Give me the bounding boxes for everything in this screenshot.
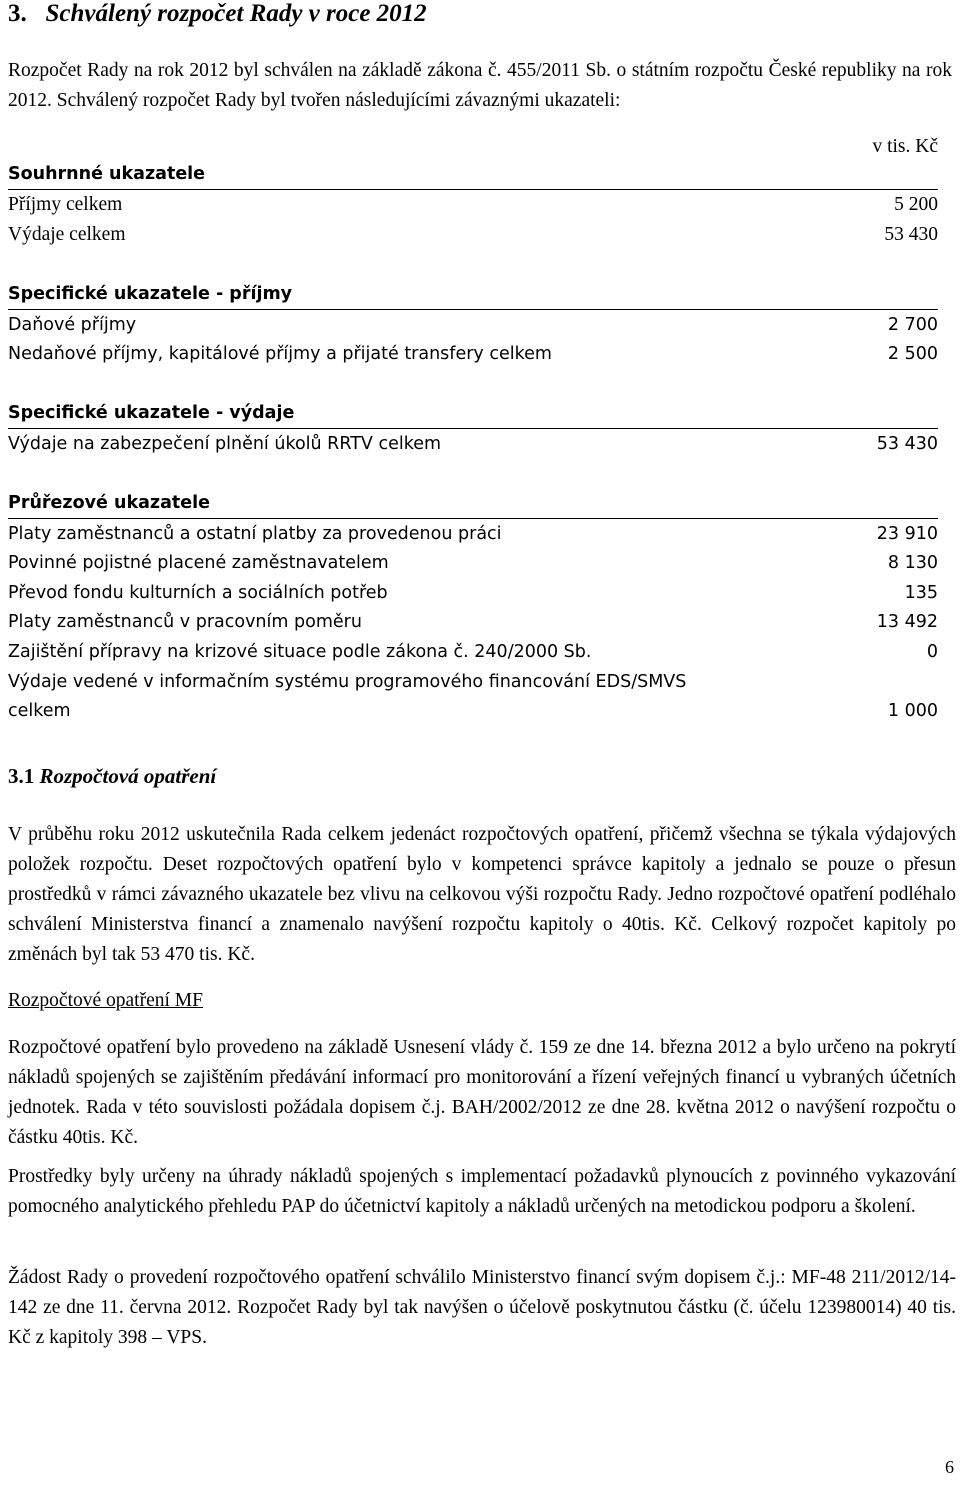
paragraph-2: Rozpočtové opatření bylo provedeno na základě Usnesení vlády č. 159 ze dne 14. března 2012 a bylo určeno na pokrytí nákladů spojených se zajištěním předávání informací pro monitorování a řízení veřejných financí u vybraných účetních jednotek. Rada v této souvislosti požádala dopisem č.j. BAH/2002/2012 ze dne 28. května 2012 o navýšení rozpočtu o částku 40tis. Kč. bbox=[8, 1037, 956, 1148]
subsection-number: 3.1 bbox=[8, 764, 35, 788]
table-row: Výdaje na zabezpečení plnění úkolů RRTV celkem 53 430 bbox=[8, 434, 938, 454]
unit-label: v tis. Kč bbox=[872, 136, 938, 157]
income-section-title: Specifické ukazatele - příjmy bbox=[8, 280, 938, 310]
paragraph-4: Žádost Rady o provedení rozpočtového opatření schválilo Ministerstvo financí svým dopisem č.j.: MF-48 211/2012/14-142 ze dne 11. června 2012. Rozpočet Rady byl tak navýšen o účelově poskytnutou částku (č. účelu 123980014) 40 tis. Kč z kapitoly 398 – VPS. bbox=[8, 1267, 956, 1348]
table-row: Zajištění přípravy na krizové situace podle zákona č. 240/2000 Sb. 0 bbox=[8, 642, 938, 662]
section-title: Schválený rozpočet Rady v roce 2012 bbox=[45, 0, 427, 27]
table-row: Platy zaměstnanců v pracovním poměru 13 492 bbox=[8, 612, 938, 632]
table-row: Výdaje celkem 53 430 bbox=[8, 224, 938, 245]
paragraph-1: V průběhu roku 2012 uskutečnila Rada celkem jedenáct rozpočtových opatření, přičemž všechna se týkala výdajových položek rozpočtu. Deset rozpočtových opatření bylo v kompetenci správce kapitoly a jednalo se pouze o přesun prostředků v rámci závazného ukazatele bez vlivu na celkovou výši rozpočtu Rady. Jedno rozpočtové opatření podléhalo schválení Ministerstva financí a znamenalo navýšení rozpočtu kapitoly o 40tis. Kč. Celkový rozpočet kapitoly po změnách byl tak 53 470 tis. Kč. bbox=[8, 824, 956, 965]
table-row: Platy zaměstnanců a ostatní platby za provedenou práci 23 910 bbox=[8, 524, 938, 544]
table-row: Příjmy celkem 5 200 bbox=[8, 194, 938, 215]
table-row: Daňové příjmy 2 700 bbox=[8, 315, 938, 335]
paragraph-3: Prostředky byly určeny na úhrady nákladů spojených s implementací požadavků plynoucích z povinného vykazování pomocného analytického přehledu PAP do účetnictví kapitoly a nákladů určených na metodickou podporu a školení. bbox=[8, 1166, 956, 1217]
cross-section-title: Průřezové ukazatele bbox=[8, 489, 938, 519]
summary-section-title: Souhrnné ukazatele bbox=[8, 160, 938, 190]
section-heading bbox=[8, 0, 427, 28]
table-row: Nedaňové příjmy, kapitálové příjmy a přijaté transfery celkem 2 500 bbox=[8, 344, 938, 364]
intro-paragraph: Rozpočet Rady na rok 2012 byl schválen na základě zákona č. 455/2011 Sb. o státním rozpočtu České republiky na rok 2012. Schválený rozpočet Rady byl tvořen následujícími závaznými ukazateli: bbox=[8, 60, 952, 111]
page-number: 6 bbox=[945, 1457, 954, 1477]
subsection-title: Rozpočtová opatření bbox=[39, 764, 217, 788]
subsection-heading bbox=[8, 764, 216, 789]
table-row: Výdaje vedené v informačním systému programového financování EDS/SMVS bbox=[8, 672, 687, 692]
section-number: 3. bbox=[8, 0, 27, 27]
expense-section-title: Specifické ukazatele - výdaje bbox=[8, 399, 938, 429]
table-row: Převod fondu kulturních a sociálních potřeb 135 bbox=[8, 583, 938, 603]
table-row: celkem 1 000 bbox=[8, 701, 938, 721]
table-row: Povinné pojistné placené zaměstnavatelem 8 130 bbox=[8, 553, 938, 573]
mf-subheading: Rozpočtové opatření MF bbox=[8, 990, 203, 1011]
